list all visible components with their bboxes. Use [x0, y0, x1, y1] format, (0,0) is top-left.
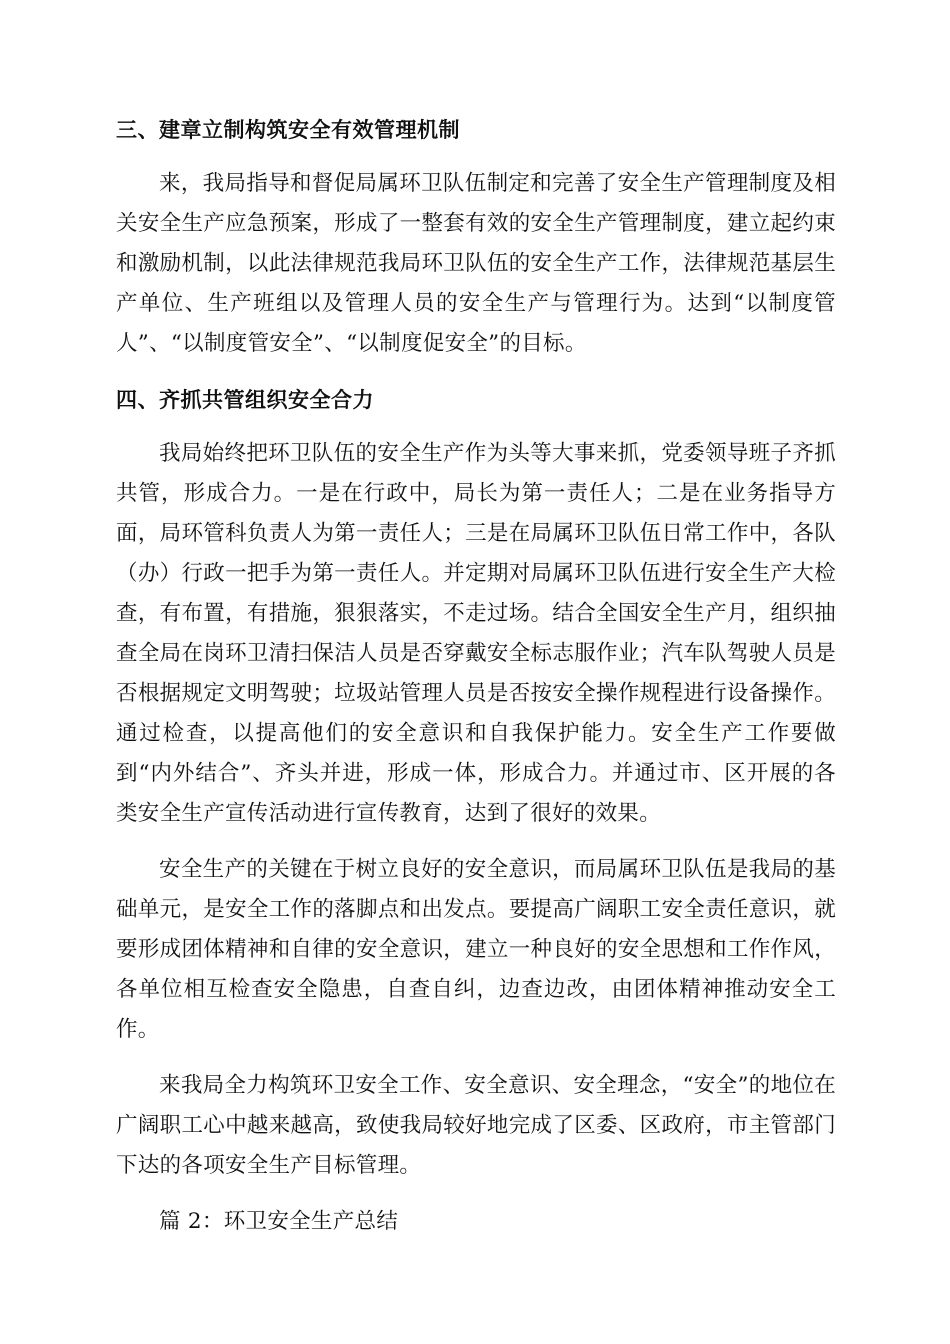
spacer	[116, 420, 836, 434]
spacer	[116, 150, 836, 164]
next-article-title: 篇 2：环卫安全生产总结	[159, 1209, 399, 1234]
spacer	[116, 364, 836, 380]
paragraph: 我局始终把环卫队伍的安全生产作为头等大事来抓，党委领导班子齐抓共管，形成合力。一是在行政中，局长为第一责任人；二是在业务指导方面，局环管科负责人为第一责任人；三是在局属环卫队伍日常工作中，各队（办）行政一把手为第一责任人。并定期对局属环卫队伍进行安全生产大检查，有布置，有措施，狠狠落实，不走过场。结合全国安全生产月，组织抽查全局在岗环卫清扫保洁人员是否穿戴安全标志服作业；汽车队驾驶人员是否根据规定文明驾驶；垃圾站管理人员是否按安全操作规程进行设备操作。通过检查，以提高他们的安全意识和自我保护能力。安全生产工作要做到“内外结合”、齐头并进，形成一体，形成合力。并通过市、区开展的各类安全生产宣传活动进行宣传教育，达到了很好的效果。	[116, 441, 836, 826]
paragraph: 来我局全力构筑环卫安全工作、安全意识、安全理念，“安全”的地位在广阔职工心中越来越高，致使我局较好地完成了区委、区政府，市主管部门下达的各项安全生产目标管理。	[116, 1073, 836, 1178]
section-heading-3: 三、建章立制构筑安全有效管理机制	[116, 117, 460, 142]
section-heading-4: 四、齐抓共管组织安全合力	[116, 387, 374, 412]
spacer	[116, 1186, 836, 1202]
spacer	[116, 1050, 836, 1066]
paragraph: 来，我局指导和督促局属环卫队伍制定和完善了安全生产管理制度及相关安全生产应急预案，形成了一整套有效的安全生产管理制度，建立起约束和激励机制，以此法律规范我局环卫队伍的安全生产工作，法律规范基层生产单位、生产班组以及管理人员的安全生产与管理行为。达到“以制度管人”、“以制度管安全”、“以制度促安全”的目标。	[116, 171, 836, 356]
paragraph: 安全生产的关键在于树立良好的安全意识，而局属环卫队伍是我局的基础单元，是安全工作的落脚点和出发点。要提高广阔职工安全责任意识，就要形成团体精神和自律的安全意识，建立一种良好的安全思想和工作作风，各单位相互检查安全隐患，自查自纠，边查边改，由团体精神推动安全工作。	[116, 857, 836, 1042]
document-body	[116, 110, 836, 1242]
spacer	[116, 834, 836, 850]
